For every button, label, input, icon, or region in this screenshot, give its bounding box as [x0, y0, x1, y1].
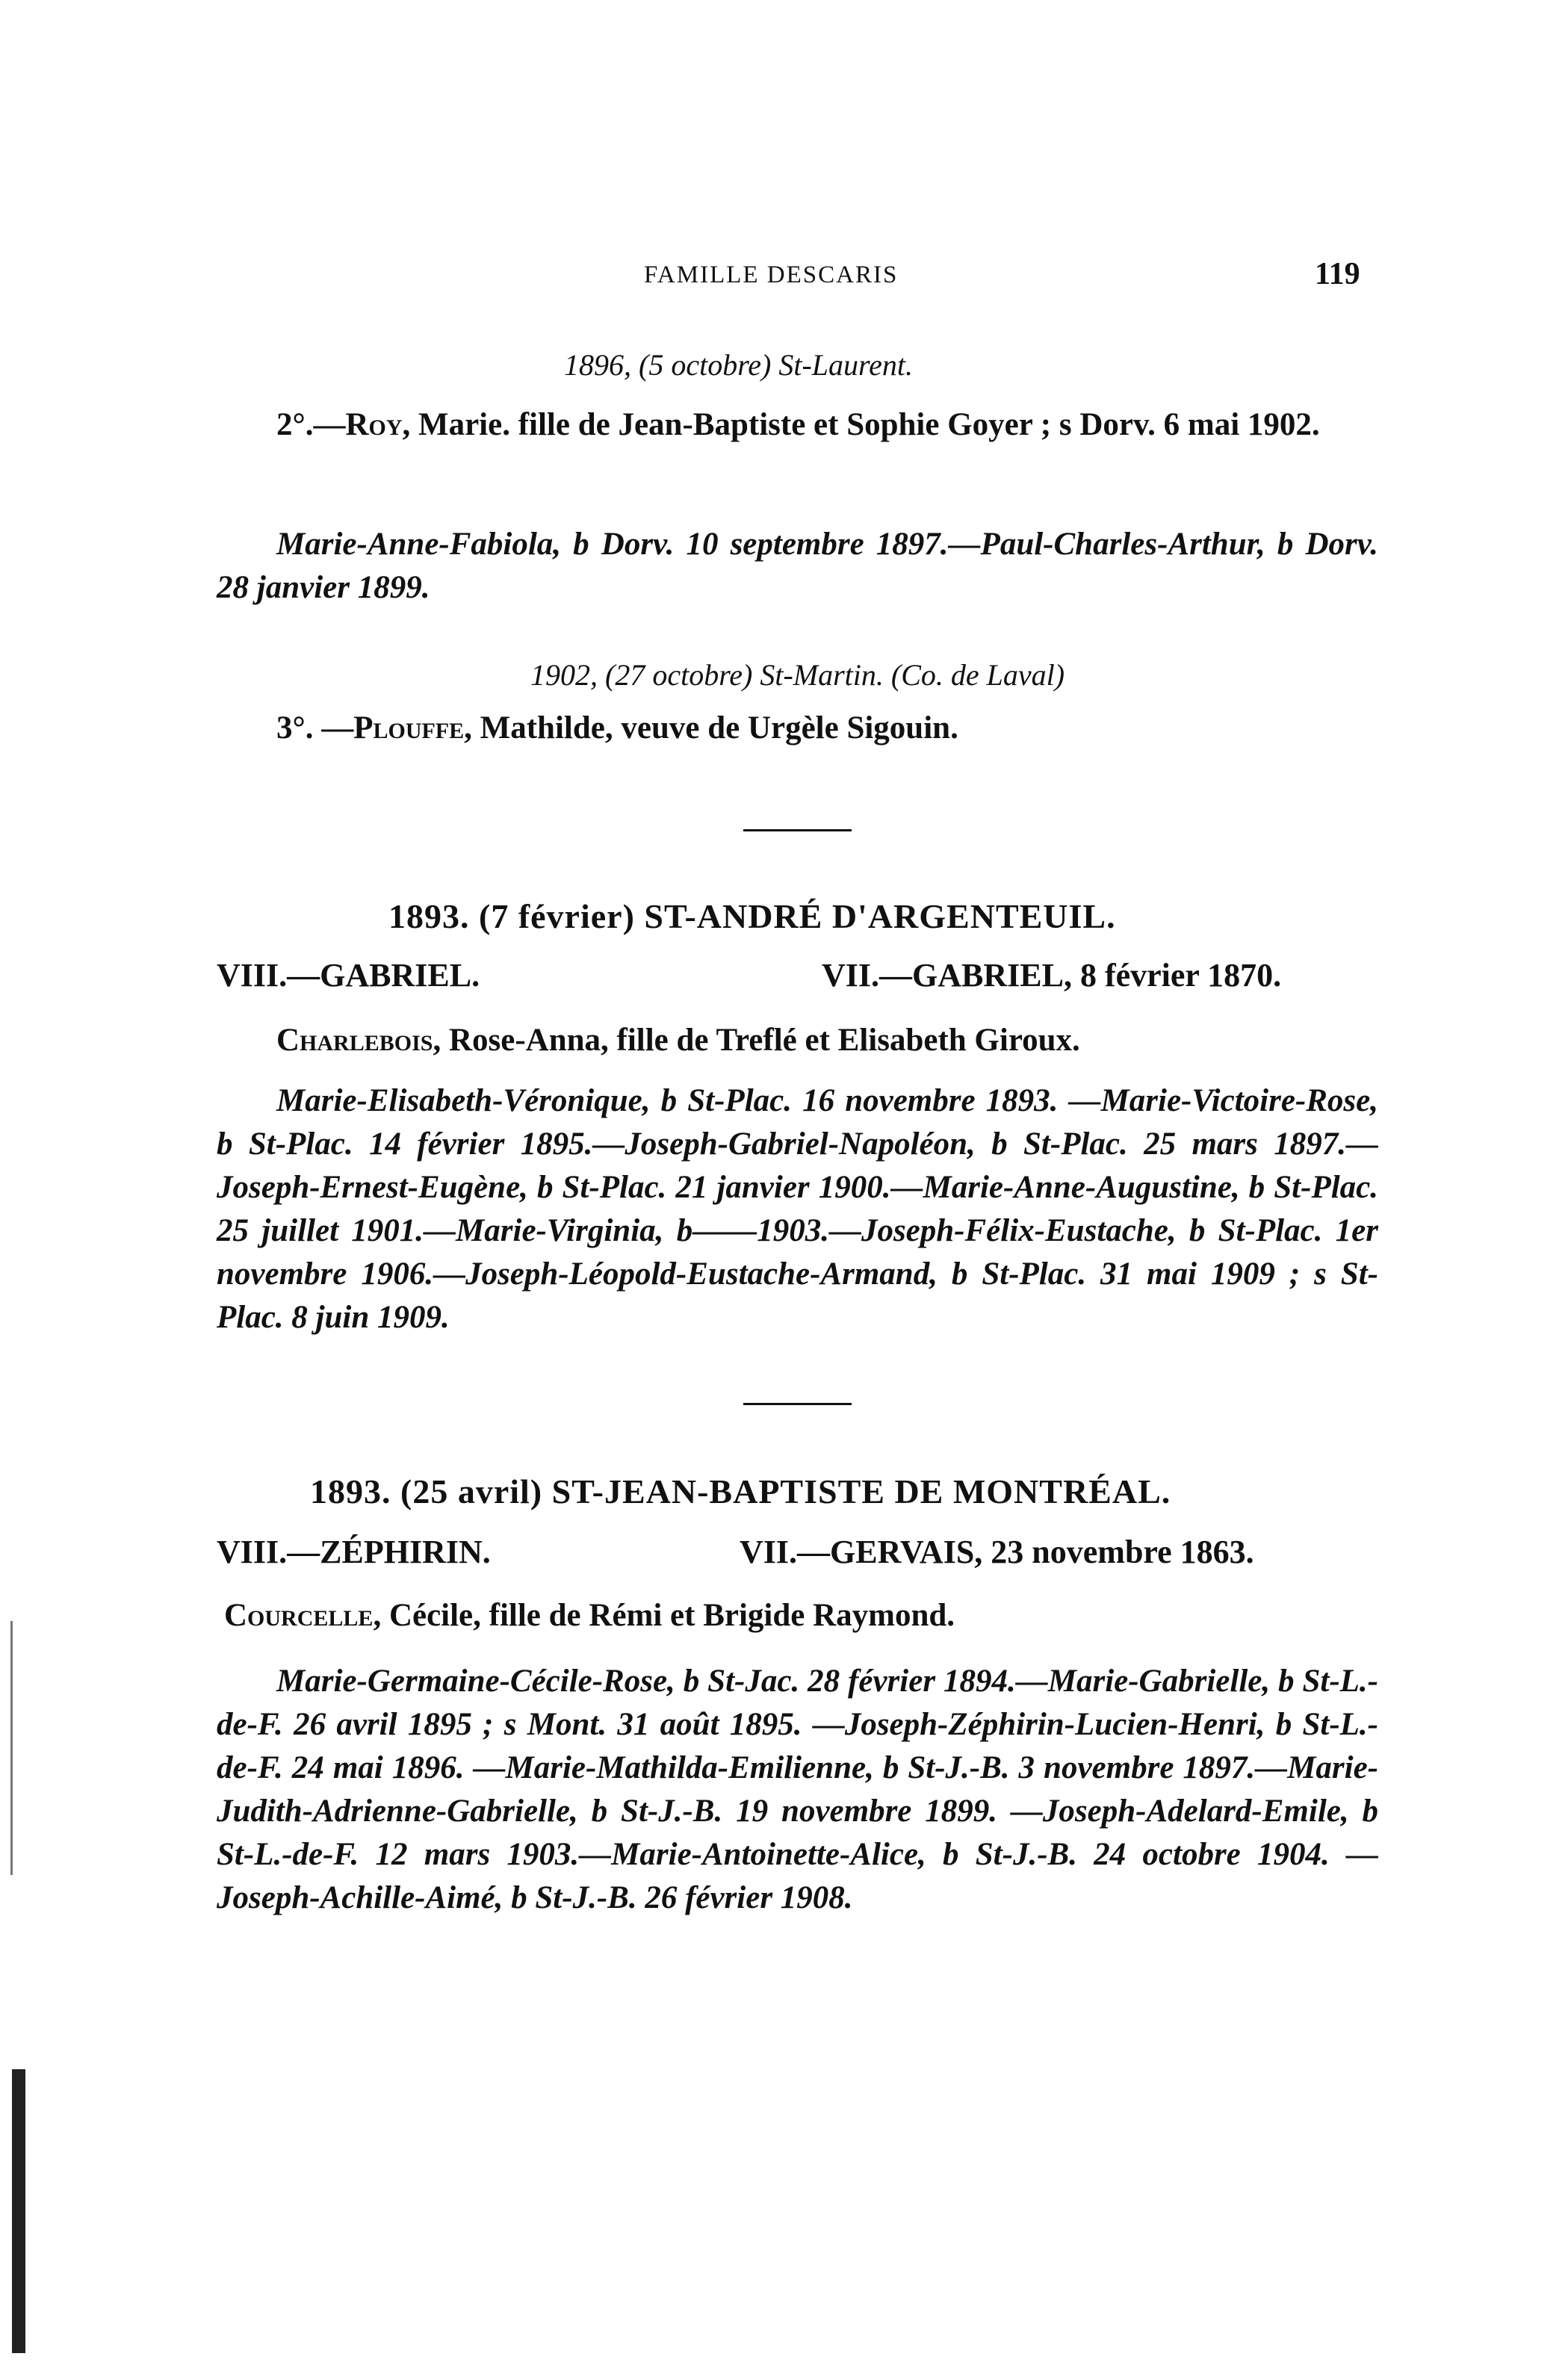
entry-ordinal: 2°.— [276, 407, 346, 442]
margin-tick-marks [10, 1621, 13, 1875]
children-list [217, 523, 1378, 610]
generation-left: VIII.—GABRIEL. [217, 957, 480, 994]
entry-spouse-3 [276, 710, 958, 746]
children-text: Marie-Anne-Fabiola, b Dorv. 10 septembre 1897.—Paul-Charles-Arthur, b Dorv. 28 janvier 1899. [217, 527, 1378, 605]
entry-surname: Plouffe [353, 710, 465, 746]
spouse-line [224, 1597, 955, 1634]
page-number: 119 [1315, 257, 1360, 291]
entry-surname: Roy [345, 407, 403, 442]
children-list [217, 1079, 1378, 1339]
running-title: FAMILLE DESCARIS [644, 261, 899, 288]
children-text: Marie-Germaine-Cécile-Rose, b St-Jac. 28 février 1894.—Marie-Gabrielle, b St-L.-de-F. 26 avril 1895 ; s Mont. 31 août 1895. —Joseph-Zéphirin-Lucien-Henri, b St-L.-de-F. 24 mai 1896. —Marie-Mathilda-Emilienne, b St-J.-B. 3 novembre 1897.—Marie-Judith-Adrienne-Gabrielle, b St-J.-B. 19 novembre 1899. —Joseph-Adelard-Emile, b St-L.-de-F. 12 mars 1903.—Marie-Antoinette-Alice, b St-J.-B. 24 octobre 1904. —Joseph-Achille-Aimé, b St-J.-B. 26 février 1908. [217, 1664, 1378, 1915]
spouse-line [276, 1022, 1080, 1059]
entry-text: , Mathilde, veuve de Urgèle Sigouin. [464, 710, 958, 746]
entry-text: , Marie. fille de Jean-Baptiste et Sophie Goyer ; s Dorv. 6 mai 1902. [402, 407, 1320, 442]
marriage-dateline: 1896, (5 octobre) St-Laurent. [564, 348, 913, 382]
entry-spouse-2 [217, 403, 1378, 447]
generation-left: VIII.—ZÉPHIRIN. [217, 1534, 491, 1570]
marriage-heading: 1893. (25 avril) ST-JEAN-BAPTISTE DE MONTRÉAL. [310, 1472, 1171, 1510]
spouse-text: , Cécile, fille de Rémi et Brigide Raymond. [373, 1598, 955, 1633]
spouse-surname: Courcelle [224, 1598, 374, 1633]
marriage-dateline-2: 1902, (27 octobre) St-Martin. (Co. de Laval) [530, 658, 1065, 692]
spouse-text: , Rose-Anna, fille de Treflé et Elisabeth Giroux. [433, 1023, 1080, 1058]
entry-ordinal: 3°. — [276, 710, 354, 746]
margin-binding-mark [12, 2069, 25, 2353]
generation-right: VII.—GABRIEL, 8 février 1870. [822, 957, 1282, 994]
section-divider [743, 829, 852, 831]
marriage-heading: 1893. (7 février) ST-ANDRÉ D'ARGENTEUIL. [388, 897, 1116, 935]
generation-right: VII.—GERVAIS, 23 novembre 1863. [740, 1534, 1254, 1570]
children-list [217, 1660, 1378, 1920]
section-divider [743, 1403, 852, 1405]
spouse-surname: Charlebois [276, 1023, 433, 1058]
children-text: Marie-Elisabeth-Véronique, b St-Plac. 16 novembre 1893. —Marie-Victoire-Rose, b St-Plac. 14 février 1895.—Joseph-Gabriel-Napoléon, b St-Plac. 25 mars 1897.—Joseph-Ernest-Eugène, b St-Plac. 21 janvier 1900.—Marie-Anne-Augustine, b St-Plac. 25 juillet 1901.—Marie-Virginia, b——1903.—Joseph-Félix-Eustache, b St-Plac. 1er novembre 1906.—Joseph-Léopold-Eustache-Armand, b St-Plac. 31 mai 1909 ; s St-Plac. 8 juin 1909. [217, 1083, 1378, 1335]
